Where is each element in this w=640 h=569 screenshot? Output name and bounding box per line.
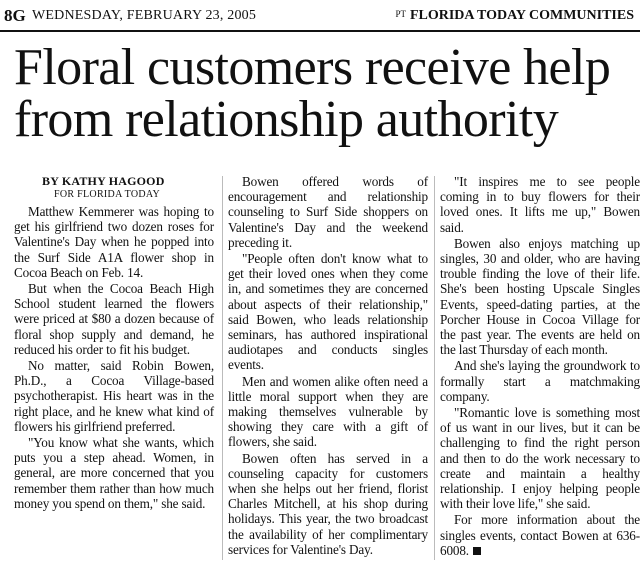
paragraph: Bowen also enjoys matching up singles, 30 and older, who are having trouble finding the love of their life. She's been hosting Upscale Singles Events, speed-dating parties, at the Porcher House in Cocoa Village for the past year. The events are held on the last Thursday of each month. <box>440 235 640 358</box>
column-divider <box>222 176 223 560</box>
byline: BY KATHY HAGOOD <box>42 174 165 188</box>
section-title <box>395 8 634 24</box>
page-header <box>0 0 640 30</box>
paragraph: Bowen offered words of encouragement and relationship counseling to Surf Side shoppers on Valentine's Day and the weekend preceding it. <box>228 174 428 250</box>
paragraph <box>440 512 640 558</box>
paragraph: But when the Cocoa Beach High School student learned the flowers were priced at $80 a dozen because of floral shop supply and demand, he reduced his order to fit his budget. <box>14 281 214 357</box>
paragraph: "Romantic love is something most of us want in our lives, but it can be challenging to find the right person and then to do the work necessary to create and maintain a healthy relationship. I enjoy helping people with their love life," she said. <box>440 405 640 512</box>
column-divider <box>434 176 435 560</box>
publication-date: WEDNESDAY, FEBRUARY 23, 2005 <box>32 8 257 23</box>
paragraph: "People often don't know what to get their loved ones when they come in, and sometimes they are concerned about aspects of their relationship," said Bowen, who leads relationship seminars, has authored inspirational audiotapes and conducts singles events. <box>228 251 428 373</box>
page-number: 8G <box>4 6 26 25</box>
closing-paragraph-text: For more information about the singles events, contact Bowen at 636-6008. <box>440 512 640 558</box>
paragraph: "You know what she wants, which puts you a step ahead. Women, in general, are more concerned that you remember them rather than how much money you spend on them," she said. <box>14 435 214 511</box>
header-rule <box>0 30 640 32</box>
paragraph: No matter, said Robin Bowen, Ph.D., a Cocoa Village-based psychotherapist. His heart was in the right place, and he knew what kind of flowers his girlfriend preferred. <box>14 358 214 434</box>
byline-credit: FOR FLORIDA TODAY <box>54 189 161 200</box>
headline-line-2: from relationship authority <box>14 91 559 148</box>
section-name: FLORIDA TODAY COMMUNITIES <box>409 8 634 23</box>
article-column-2 <box>228 174 428 558</box>
end-of-story-mark <box>473 547 481 555</box>
paragraph: Matthew Kemmerer was hoping to get his girlfriend two dozen roses for Valentine's Day when he popped into the Surf Side A1A flower shop in Cocoa Beach on Feb. 14. <box>14 204 214 280</box>
article-column-3 <box>440 174 640 559</box>
paragraph: Men and women alike often need a little moral support when they are making themselves vulnerable by showing they care with a gift of flowers, she said. <box>228 373 428 450</box>
pt-code: PT <box>395 9 406 19</box>
paragraph: And she's laying the groundwork to formally start a matchmaking company. <box>440 358 640 404</box>
headline <box>14 39 634 148</box>
article-column-1 <box>14 174 214 512</box>
headline-line-1: Floral customers receive help <box>14 39 611 96</box>
paragraph: Bowen often has served in a counseling capacity for customers when she helps out her friend, florist Charles Mitchell, at his shop during holidays. This year, the two broadcast the availability of her complimentary services for Valentine's Day. <box>228 450 428 557</box>
paragraph: "It inspires me to see people coming in to buy flowers for their loved ones. It lifts me up," Bowen said. <box>440 174 640 235</box>
